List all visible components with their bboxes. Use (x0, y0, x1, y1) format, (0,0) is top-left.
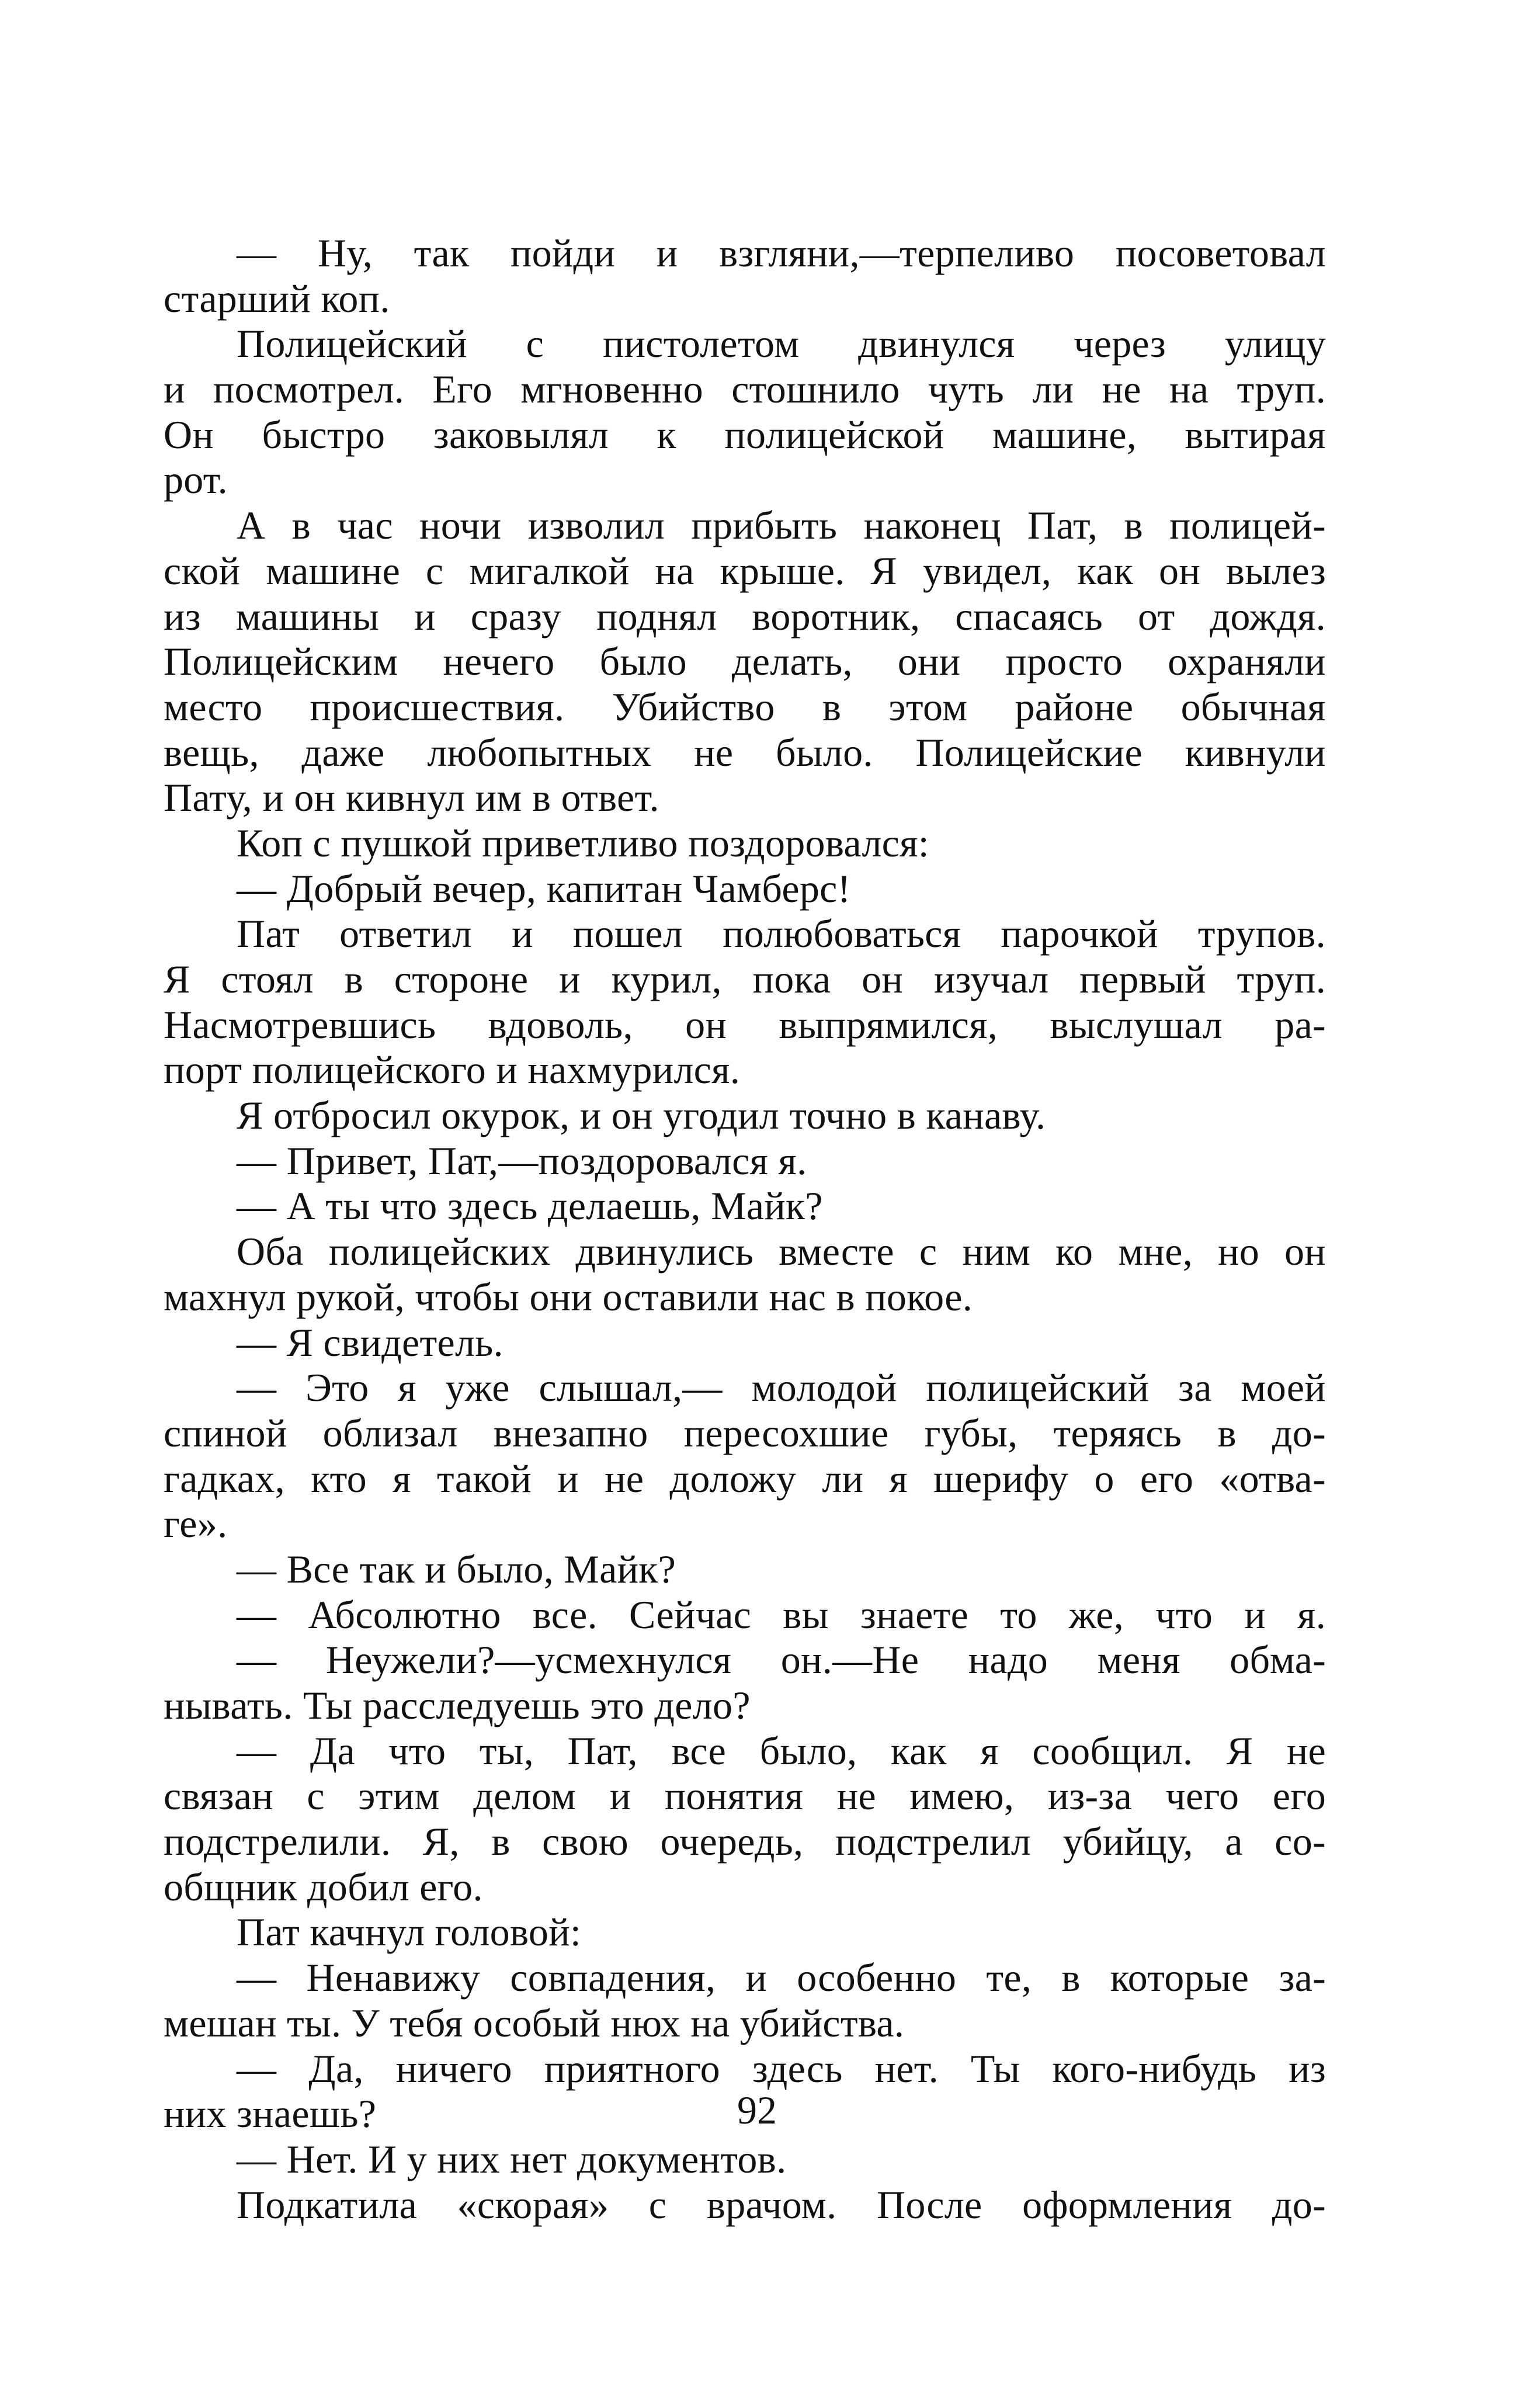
text-line: — Абсолютно все. Сейчас вы знаете то же, что и я. (237, 1592, 1326, 1637)
text-line: связан с этим делом и понятия не имею, из-за чего его (164, 1774, 1326, 1819)
text-line: — Добрый вечер, капитан Чамберс! (237, 866, 851, 911)
text-line: порт полицейского и нахмурился. (164, 1047, 741, 1092)
text-line: старший коп. (164, 276, 390, 321)
text-line: — Привет, Пат,—поздоровался я. (237, 1138, 807, 1183)
text-line: место происшествия. Убийство в этом районе обычная (164, 684, 1326, 729)
text-line: Насмотревшись вдоволь, он выпрямился, выслушал ра- (164, 1002, 1326, 1047)
text-line: из машины и сразу поднял воротник, спасаясь от дождя. (164, 594, 1326, 639)
text-line: Пат качнул головой: (237, 1910, 582, 1955)
text-line: рот. (164, 457, 228, 502)
text-line: махнул рукой, чтобы они оставили нас в покое. (164, 1274, 973, 1319)
text-line: подстрелили. Я, в свою очередь, подстрелил убийцу, а со- (164, 1819, 1326, 1864)
text-line: — Неужели?—усмехнулся он.—Не надо меня обма- (237, 1637, 1326, 1682)
text-line: Я стоял в стороне и курил, пока он изучал первый труп. (164, 957, 1326, 1001)
text-line: Подкатила «скорая» с врачом. После оформления до- (237, 2182, 1326, 2227)
text-line: Пату, и он кивнул им в ответ. (164, 775, 659, 820)
text-line: Пат ответил и пошел полюбоваться парочкой трупов. (237, 911, 1326, 956)
text-line: Полицейским нечего было делать, они просто охраняли (164, 639, 1326, 684)
text-line: — Да, ничего приятного здесь нет. Ты кого-нибудь из (237, 2046, 1326, 2091)
text-line: — Нет. И у них нет документов. (237, 2136, 787, 2181)
text-line: и посмотрел. Его мгновенно стошнило чуть ли не на труп. (164, 367, 1326, 412)
text-line: Он быстро заковылял к полицейской машине, вытирая (164, 412, 1326, 457)
text-line: спиной облизал внезапно пересохшие губы, теряясь в до- (164, 1410, 1326, 1455)
text-line: мешан ты. У тебя особый нюх на убийства. (164, 2000, 905, 2045)
text-line: ской машине с мигалкой на крыше. Я увидел, как он вылез (164, 548, 1326, 593)
text-line: — А ты что здесь делаешь, Майк? (237, 1184, 823, 1229)
text-line: — Ненавижу совпадения, и особенно те, в которые за- (237, 1955, 1326, 2000)
text-line: гадках, кто я такой и не доложу ли я шерифу о его «отва- (164, 1456, 1326, 1501)
text-line: — Да что ты, Пат, все было, как я сообщил. Я не (237, 1728, 1326, 1773)
text-line: — Это я уже слышал,— молодой полицейский за моей (237, 1365, 1326, 1410)
text-line: нывать. Ты расследуешь это дело? (164, 1683, 751, 1727)
text-line: Полицейский с пистолетом двинулся через улицу (237, 321, 1326, 366)
text-line: Оба полицейских двинулись вместе с ним ко мне, но он (237, 1229, 1326, 1274)
text-line: ге». (164, 1501, 228, 1546)
text-line: — Все так и было, Майк? (237, 1546, 676, 1591)
page-number: 92 (737, 2088, 777, 2132)
text-line: общник добил его. (164, 1864, 483, 1909)
text-line: — Ну, так пойди и взгляни,—терпеливо посоветовал (237, 231, 1326, 275)
text-line: Коп с пушкой приветливо поздоровался: (237, 820, 929, 865)
text-line: вещь, даже любопытных не было. Полицейские кивнули (164, 730, 1326, 775)
body-text (164, 231, 1326, 2227)
text-line: Я отбросил окурок, и он угодил точно в канаву. (237, 1093, 1046, 1138)
text-line: А в час ночи изволил прибыть наконец Пат, в полицей- (237, 503, 1326, 548)
text-line: них знаешь? (164, 2091, 377, 2136)
text-line: — Я свидетель. (237, 1320, 503, 1365)
